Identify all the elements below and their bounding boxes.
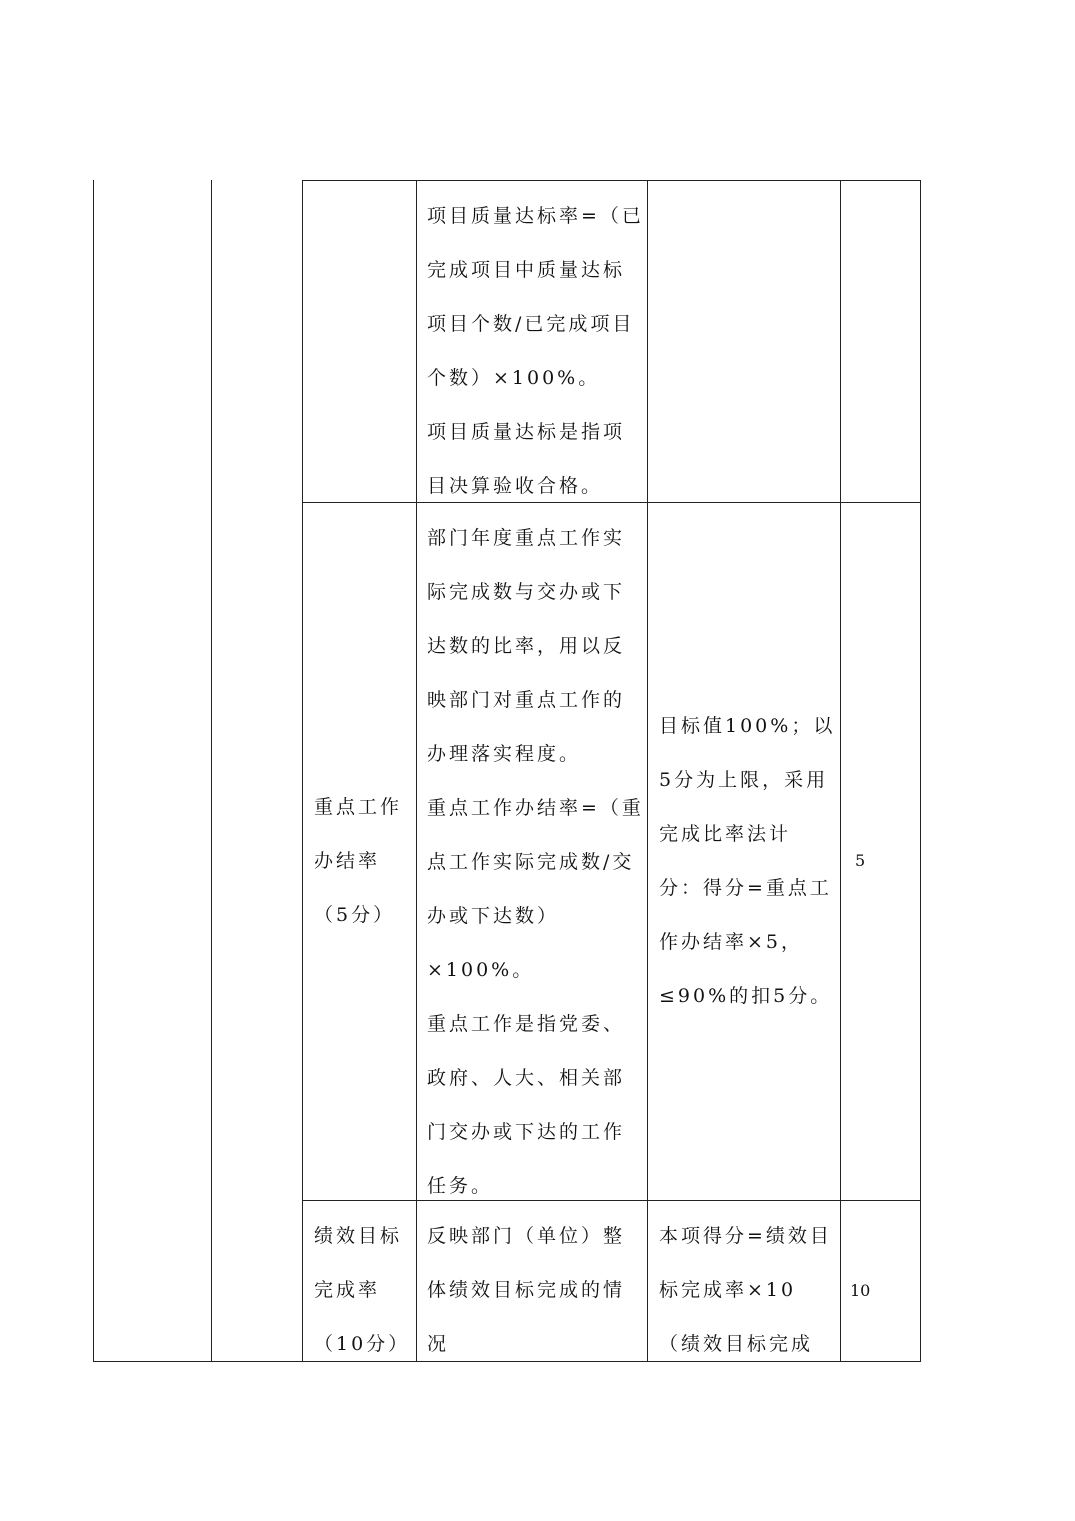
text-line: （5分） <box>314 904 396 926</box>
text-line: 目决算验收合格。 <box>427 475 604 497</box>
row1-definition-cell <box>427 189 644 513</box>
row3-standard-cell <box>659 1209 832 1371</box>
text-line: 办或下达数） <box>427 905 560 927</box>
text-line: 分：得分=重点工 <box>659 877 832 899</box>
text-line: 完成比率法计 <box>659 823 792 845</box>
column-divider-5 <box>840 180 841 1362</box>
text-line: 个数）×100%。 <box>427 367 601 389</box>
text-line: 映部门对重点工作的 <box>427 689 626 711</box>
text-line: （绩效目标完成 <box>659 1333 814 1355</box>
text-line: ≤90%的扣5分。 <box>659 985 833 1007</box>
text-line: 况 <box>427 1333 450 1355</box>
text-line: 办结率 <box>314 850 381 872</box>
row3-score: 10 <box>850 1281 871 1300</box>
table-border-right <box>920 180 921 1362</box>
text-line: 完成率 <box>314 1279 381 1301</box>
row2-standard-cell <box>659 699 835 1023</box>
text-line: ×100%。 <box>427 959 535 981</box>
text-line: 完成项目中质量达标 <box>427 259 626 281</box>
text-line: 点工作实际完成数/交 <box>427 851 635 873</box>
text-line: 5分为上限，采用 <box>659 769 829 791</box>
text-line: 重点工作 <box>314 796 403 818</box>
text-line: 作办结率×5， <box>659 931 804 953</box>
text-line: 项目质量达标率=（已 <box>427 205 644 227</box>
column-divider-2 <box>302 180 303 1362</box>
text-line: 体绩效目标完成的情 <box>427 1279 626 1301</box>
row2-score: 5 <box>855 851 866 870</box>
text-line: 反映部门（单位）整 <box>427 1225 626 1247</box>
text-line: 重点工作办结率=（重 <box>427 797 644 819</box>
text-line: 项目个数/已完成项目 <box>427 313 635 335</box>
text-line: 目标值100%；以 <box>659 715 836 737</box>
text-line: 绩效目标 <box>314 1225 403 1247</box>
text-line: 项目质量达标是指项 <box>427 421 626 443</box>
text-line: 政府、人大、相关部 <box>427 1067 626 1089</box>
row2-definition-cell <box>427 511 644 1213</box>
table-border-left <box>93 180 94 1362</box>
text-line: 际完成数与交办或下 <box>427 581 626 603</box>
row2-indicator-cell <box>314 780 402 942</box>
text-line: 任务。 <box>427 1175 494 1197</box>
row3-definition-cell <box>427 1209 625 1371</box>
text-line: 标完成率×10 <box>659 1279 797 1301</box>
column-divider-4 <box>647 180 648 1362</box>
text-line: 部门年度重点工作实 <box>427 527 626 549</box>
table-border-top <box>302 180 921 181</box>
text-line: 本项得分=绩效目 <box>659 1225 832 1247</box>
text-line: 门交办或下达的工作 <box>427 1121 626 1143</box>
text-line: 重点工作是指党委、 <box>427 1013 626 1035</box>
text-line: （10分） <box>314 1333 411 1355</box>
row3-indicator-cell <box>314 1209 410 1371</box>
column-divider-3 <box>416 180 417 1362</box>
text-line: 达数的比率，用以反 <box>427 635 626 657</box>
column-divider-1 <box>211 180 212 1362</box>
text-line: 办理落实程度。 <box>427 743 582 765</box>
